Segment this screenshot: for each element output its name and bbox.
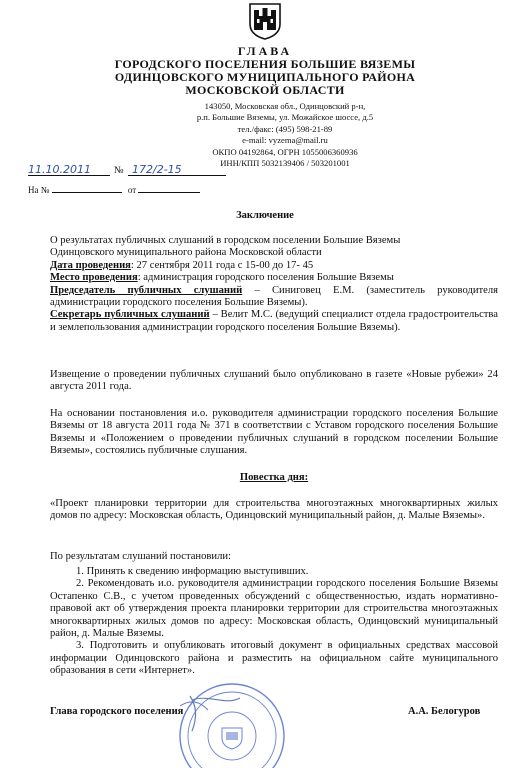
registration-number: 172/2-15	[132, 163, 182, 176]
place-label: Место проведения	[50, 272, 138, 284]
intro-line: Одинцовского муниципального района Московской области	[50, 247, 322, 259]
intro-block	[50, 235, 498, 334]
chair-row	[50, 285, 498, 310]
official-seal-icon	[170, 676, 290, 768]
decisions-list	[50, 566, 498, 678]
agenda-title: Повестка дня:	[239, 472, 309, 483]
from-blank	[138, 192, 200, 193]
reference-line	[28, 185, 200, 195]
address-line: р.п. Большие Вяземы, ул. Можайское шоссе, д.5	[196, 112, 374, 123]
secretary-row	[50, 309, 498, 334]
reference-blank	[52, 192, 122, 193]
agenda-paragraph: «Проект планировки территории для строительства многоэтажных многоквартирных жилых домов по адресу: Московская область, Одинцовский муниципальный район, д. Малые Вяземы».	[50, 498, 498, 522]
intro-line: О результатах публичных слушаний в городском поселении Большие Вяземы	[50, 235, 401, 246]
chair-label: Председатель публичных слушаний	[50, 284, 243, 296]
phone-line: тел./факс: (495) 598-21-89	[237, 123, 333, 134]
coat-of-arms-icon	[247, 2, 283, 40]
registration-date: 11.10.2011	[28, 163, 91, 176]
signature-name: А.А. Белогуров	[408, 706, 481, 717]
notice-paragraph: Извещение о проведении публичных слушаний было опубликовано в газете «Новые рубежи» 24 августа 2011 года.	[50, 369, 498, 393]
basis-paragraph: На основании постановления и.о. руководителя администрации городского поселения Большие Вяземы от 18 августа 2011 года № 371 в соответствии с Уставом городского поселения Большие Вяземы и «Положением о проведении публичных слушаний в городском поселении Большие Вяземы», состоялись публичные слушания.	[50, 408, 498, 457]
chair-value: – Синиговец Е.М. (заместитель руководителя администрации городского поселения Большие Вяземы).	[50, 284, 499, 309]
secretary-value: – Велит М.С. (ведущий специалист отдела градостроительства и землепользования администрации городского поселения Большие Вяземы).	[50, 309, 498, 333]
decision-item: 2. Рекомендовать и.о. руководителя администрации городского поселения Большие Вяземы Остапенко С.В., с учетом проведенных обсуждений с общественностью, издать нормативно-правовой акт об утверждения проекта планировки территории для строительства многоэтажных многоквартирных жилых домов по адресу: Московская область, Одинцовский муниципальный район, д. Малые Вяземы.	[50, 578, 498, 640]
from-label: от	[127, 185, 137, 195]
date-row	[50, 260, 498, 272]
header-line-1: ГОРОДСКОГО ПОСЕЛЕНИЯ БОЛЬШИЕ ВЯЗЕМЫ	[114, 57, 416, 71]
header-title: ГЛАВА	[237, 44, 293, 58]
header-line-2: ОДИНЦОВСКОГО МУНИЦИПАЛЬНОГО РАЙОНА	[114, 70, 416, 84]
secretary-label: Секретарь публичных слушаний	[50, 309, 210, 321]
decision-intro: По результатам слушаний постановили:	[50, 551, 231, 562]
number-label: №	[114, 165, 124, 176]
address-line: 143050, Московская обл., Одинцовский р-н,	[204, 101, 366, 111]
place-value: : администрация городского поселения Большие Вяземы	[137, 272, 394, 284]
signature-position: Глава городского поселения	[50, 706, 184, 717]
email-line: e-mail: vyzema@mail.ru	[242, 135, 328, 146]
date-label: Дата проведения	[50, 259, 131, 271]
address-block	[170, 101, 400, 169]
decision-item: 3. Подготовить и опубликовать итоговый документ в официальных средствах массовой информации Одинцовского района и разместить на официальном сайте муниципального образования в сети «Интернет».	[50, 640, 498, 677]
number-underline	[128, 175, 226, 176]
place-row	[50, 272, 498, 284]
date-underline	[28, 175, 110, 176]
registration-line	[28, 163, 228, 179]
date-value: : 27 сентября 2011 года с 15-00 до 17- 45	[130, 259, 314, 271]
inn-line: ИНН/КПП 5032139406 / 503201001	[220, 158, 350, 169]
reference-label: На №	[28, 185, 50, 195]
okpo-line: ОКПО 04192864, ОГРН 1055006360936	[212, 146, 358, 157]
document-title: Заключение	[236, 210, 294, 221]
header-line-3: МОСКОВСКОЙ ОБЛАСТИ	[185, 83, 345, 97]
decision-item: 1. Принять к сведению информацию выступивших.	[76, 566, 309, 577]
